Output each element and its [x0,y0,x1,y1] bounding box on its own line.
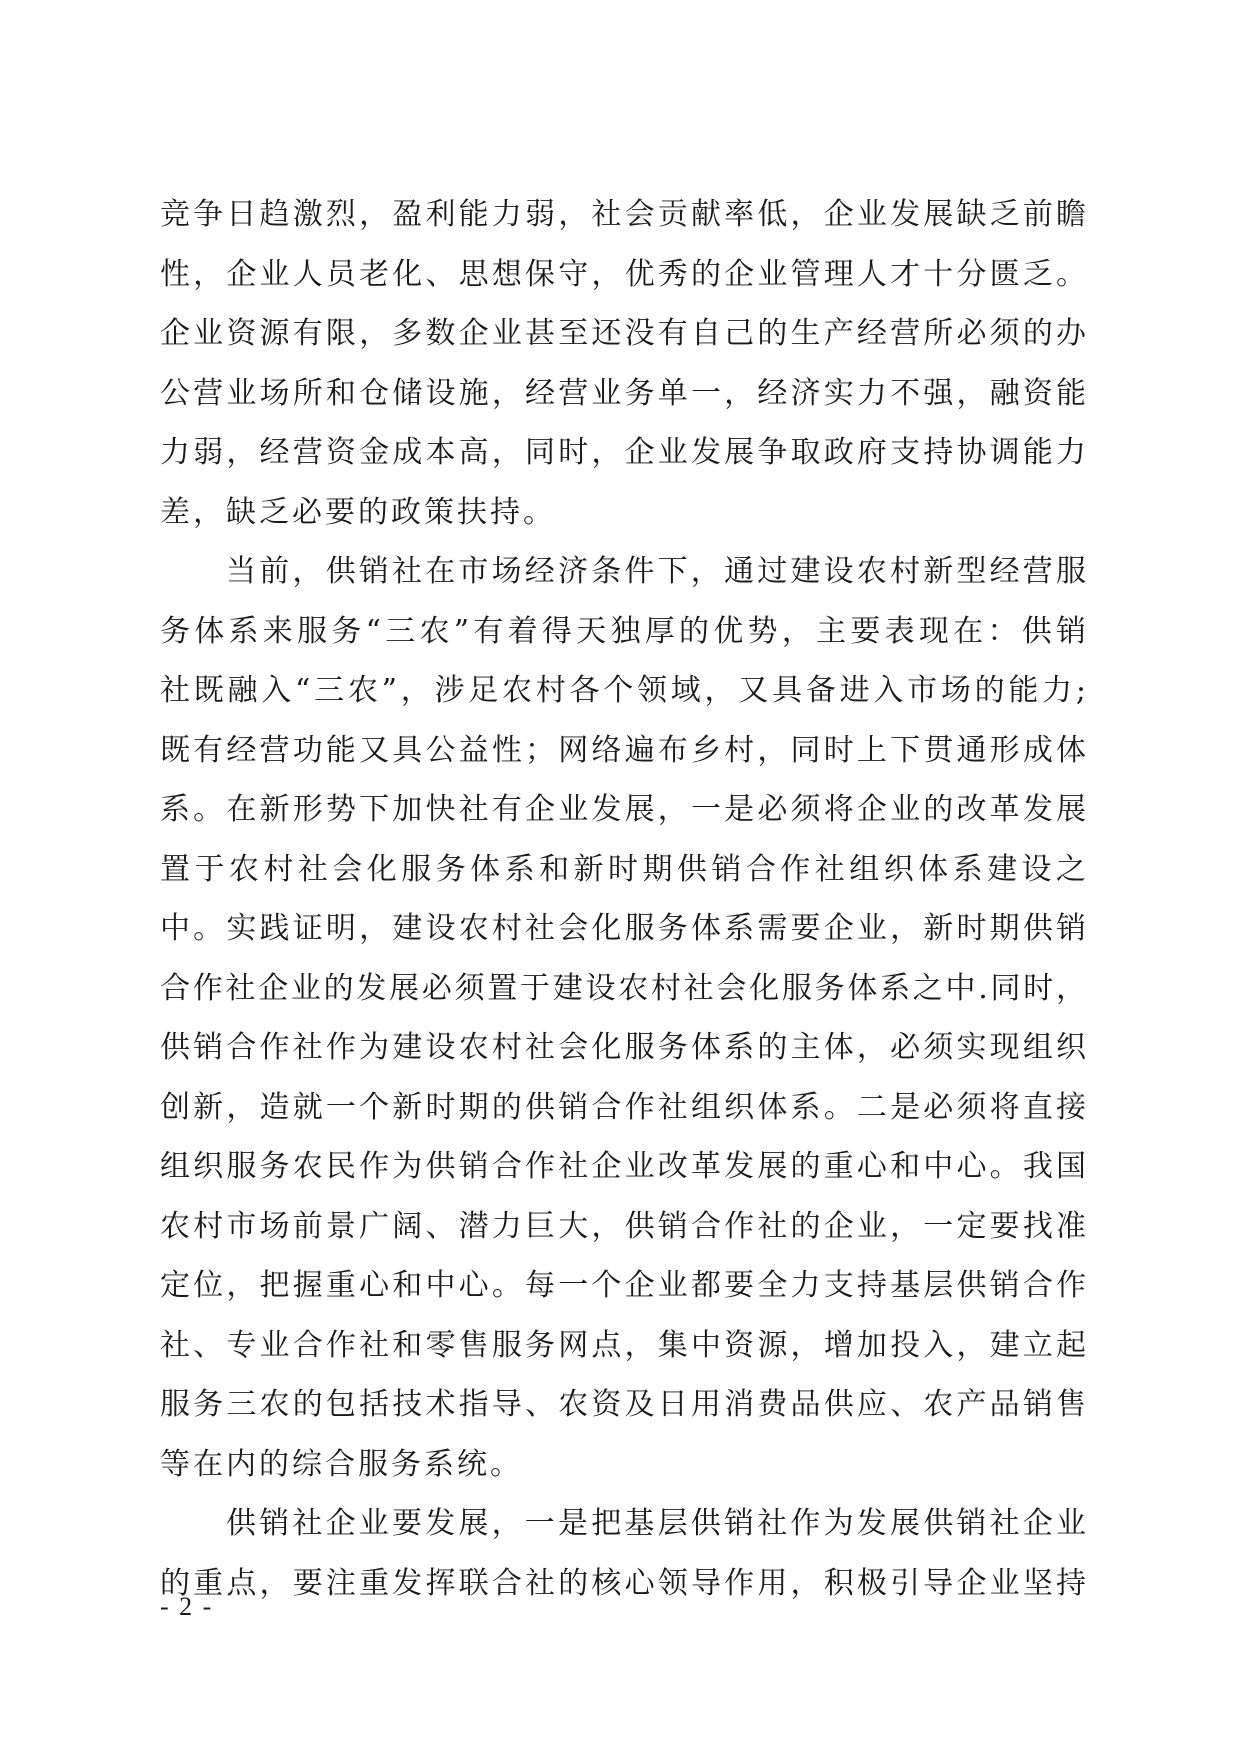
text-line: 中。实践证明，建设农村社会化服务体系需要企业，新时期供销 [160,911,1086,946]
page-number: - 2 - [160,1592,214,1621]
text-line: 供销合作社作为建设农村社会化服务体系的主体，必须实现组织 [160,1030,1086,1065]
text-line: 差，缺乏必要的政策扶持。 [160,494,556,530]
text-line: 合作社企业的发展必须置于建设农村社会化服务体系之中.同时， [160,970,1086,1006]
text-line: 组织服务农民作为供销合作社企业改革发展的重心和中心。我国 [160,1149,1086,1184]
text-line: 等在内的综合服务系统。 [160,1446,523,1482]
text-line: 农村市场前景广阔、潜力巨大，供销合作社的企业，一定要找准 [160,1208,1086,1244]
text-line: 服务三农的包括技术指导、农资及日用消费品供应、农产品销售 [160,1387,1086,1422]
text-line: 性，企业人员老化、思想保守，优秀的企业管理人才十分匮乏。 [160,256,1086,292]
text-line: 企业资源有限，多数企业甚至还没有自己的生产经营所必须的办 [160,316,1086,351]
text-line: 置于农村社会化服务体系和新时期供销合作社组织体系建设之 [160,851,1086,887]
text-line: 系。在新形势下加快社有企业发展，一是必须将企业的改革发展 [160,792,1086,827]
text-line: 的重点，要注重发挥联合社的核心领导作用，积极引导企业坚持 [160,1565,1086,1601]
text-line: 创新，造就一个新时期的供销合作社组织体系。二是必须将直接 [160,1089,1086,1125]
text-line: 力弱，经营资金成本高，同时，企业发展争取政府支持协调能力 [160,435,1086,470]
text-line: 定位，把握重心和中心。每一个企业都要全力支持基层供销合作 [160,1268,1086,1303]
text-line: 公营业场所和仓储设施，经营业务单一，经济实力不强，融资能 [160,375,1086,411]
text-line: 既有经营功能又具公益性；网络遍布乡村，同时上下贯通形成体 [160,732,1086,768]
body-text [160,185,1086,1613]
paragraph-first-line: 当前，供销社在市场经济条件下，通过建设农村新型经营服 [226,554,1086,589]
paragraph-first-line: 供销社企业要发展，一是把基层供销社作为发展供销社企业 [226,1506,1086,1541]
text-line: 务体系来服务“三农”有着得天独厚的优势，主要表现在：供销 [160,613,1086,649]
text-line: 社既融入“三农”，涉足农村各个领域，又具备进入市场的能力; [160,673,1086,708]
text-line: 社、专业合作社和零售服务网点，集中资源，增加投入，建立起 [160,1327,1086,1363]
text-line: 竞争日趋激烈，盈利能力弱，社会贡献率低，企业发展缺乏前瞻 [160,197,1086,232]
